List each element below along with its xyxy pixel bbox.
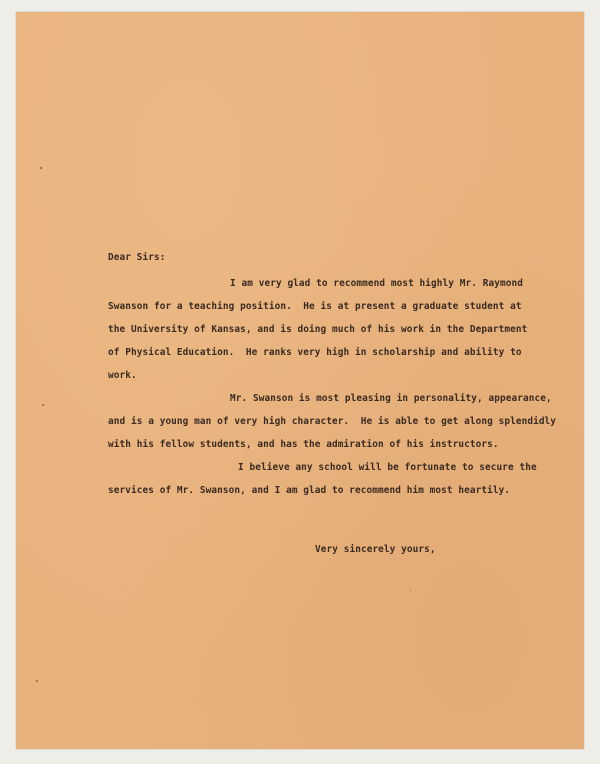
paragraph-1-line-5: work. [108, 370, 137, 381]
paper-speck [40, 167, 42, 169]
letter-page [16, 12, 584, 749]
paragraph-1-line-2: Swanson for a teaching position. He is at present a graduate student at [108, 301, 522, 312]
paper-speck [36, 680, 38, 682]
paper-speck [42, 404, 44, 406]
paragraph-3-line-2: services of Mr. Swanson, and I am glad to recommend him most heartily. [108, 485, 511, 496]
paragraph-1-line-1: I am very glad to recommend most highly Mr. Raymond [230, 278, 523, 289]
paragraph-2-line-2: and is a young man of very high character. He is able to get along splendidly [108, 416, 557, 427]
paragraph-1-line-3: the University of Kansas, and is doing much of his work in the Department [108, 324, 528, 335]
closing: Very sincerely yours, [315, 544, 436, 555]
paragraph-2-line-3: with his fellow students, and has the admiration of his instructors. [108, 439, 499, 450]
paragraph-2-line-1: Mr. Swanson is most pleasing in personality, appearance, [230, 393, 552, 404]
paragraph-3-line-1: I believe any school will be fortunate to secure the [238, 462, 537, 473]
salutation: Dear Sirs: [108, 252, 166, 263]
paragraph-1-line-4: of Physical Education. He ranks very high in scholarship and ability to [108, 347, 522, 358]
paper-speck [410, 590, 411, 591]
